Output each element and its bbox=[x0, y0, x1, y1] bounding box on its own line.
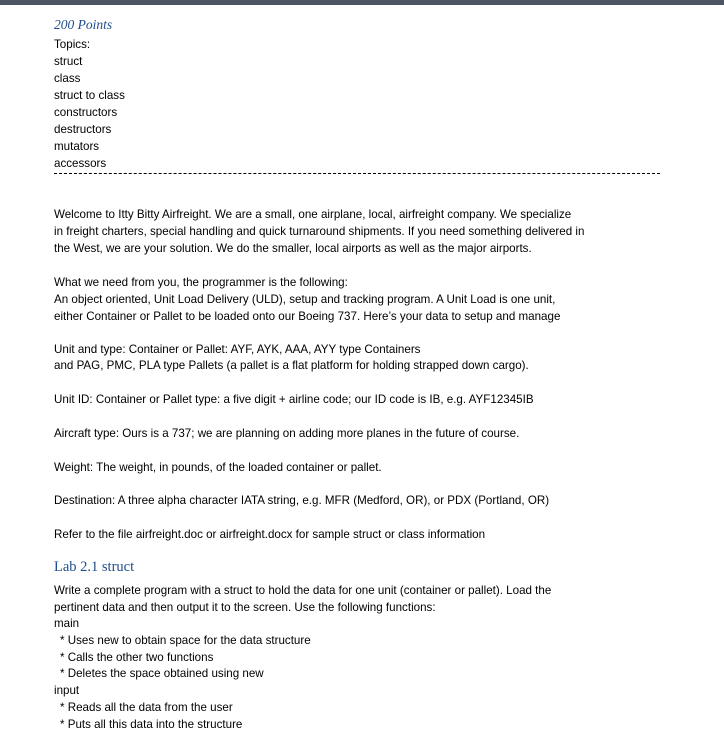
input-function-label: input bbox=[54, 684, 80, 697]
unit-id-line: Unit ID: Container or Pallet type: a five digit + airline code; our ID code is IB, e.g. AYF12345IB bbox=[54, 393, 534, 406]
dashed-divider bbox=[54, 173, 660, 174]
intro-line: in freight charters, special handling and quick turnaround shipments. If you need something delivered in bbox=[54, 225, 585, 238]
topic-item: struct bbox=[54, 55, 83, 68]
topic-item: class bbox=[54, 72, 81, 85]
input-bullet: * Reads all the data from the user bbox=[60, 701, 233, 714]
requirements-line: either Container or Pallet to be loaded onto our Boeing 737. Here’s your data to setup and manage bbox=[54, 310, 561, 323]
main-function-label: main bbox=[54, 617, 80, 630]
unit-type-line: Unit and type: Container or Pallet: AYF, AYK, AAA, AYY type Containers bbox=[54, 343, 421, 356]
lab-title: Lab 2.1 struct bbox=[54, 559, 135, 575]
topic-item: mutators bbox=[54, 140, 100, 153]
topic-item: constructors bbox=[54, 106, 118, 119]
intro-line: Welcome to Itty Bitty Airfreight. We are a small, one airplane, local, airfreight company. We specialize bbox=[54, 208, 572, 221]
intro-line: the West, we are your solution. We do the smaller, local airports as well as the major airports. bbox=[54, 242, 532, 255]
points-heading: 200 Points bbox=[54, 17, 113, 32]
unit-type-line: and PAG, PMC, PLA type Pallets (a pallet is a flat platform for holding strapped down cargo). bbox=[54, 359, 529, 372]
requirements-line: An object oriented, Unit Load Delivery (ULD), setup and tracking program. A Unit Load is one unit, bbox=[54, 293, 556, 306]
refer-line: Refer to the file airfreight.doc or airfreight.docx for sample struct or class information bbox=[54, 528, 486, 541]
lab-description-line: pertinent data and then output it to the screen. Use the following functions: bbox=[54, 601, 436, 614]
window-top-bar bbox=[0, 0, 724, 5]
main-bullet: * Uses new to obtain space for the data structure bbox=[60, 634, 311, 647]
requirements-line: What we need from you, the programmer is the following: bbox=[54, 276, 348, 289]
topic-item: struct to class bbox=[54, 89, 125, 102]
main-bullet: * Deletes the space obtained using new bbox=[60, 667, 264, 680]
input-bullet: * Puts all this data into the structure bbox=[60, 718, 243, 731]
topic-item: accessors bbox=[54, 157, 107, 170]
weight-line: Weight: The weight, in pounds, of the loaded container or pallet. bbox=[54, 461, 382, 474]
topic-item: destructors bbox=[54, 123, 112, 136]
main-bullet: * Calls the other two functions bbox=[60, 651, 214, 664]
aircraft-line: Aircraft type: Ours is a 737; we are planning on adding more planes in the future of course. bbox=[54, 427, 520, 440]
destination-line: Destination: A three alpha character IATA string, e.g. MFR (Medford, OR), or PDX (Portland, OR) bbox=[54, 494, 550, 507]
topics-title: Topics: bbox=[54, 38, 91, 51]
lab-description-line: Write a complete program with a struct to hold the data for one unit (container or pallet). Load the bbox=[54, 584, 552, 597]
